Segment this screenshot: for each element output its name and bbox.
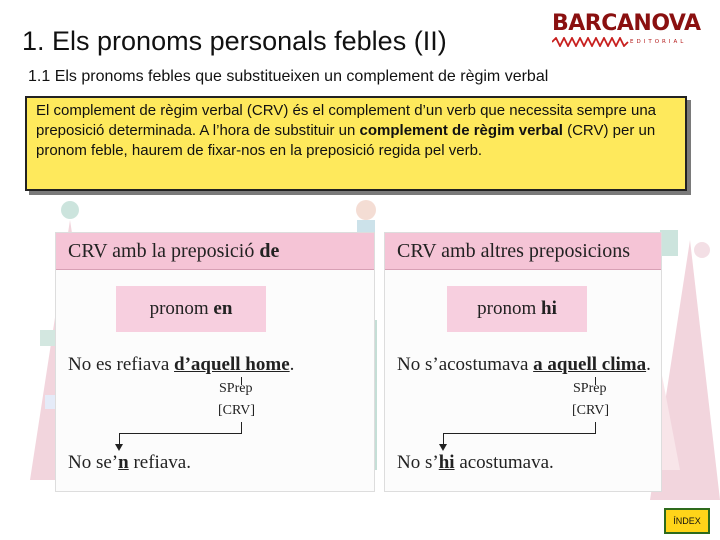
panel-header [56,233,374,270]
definition-bold-term: complement de règim verbal [359,122,563,139]
pronoun-value: hi [541,298,557,319]
connector-line [119,433,242,434]
example-sentence [397,354,651,376]
arrow-down-icon [115,444,123,451]
connector-line [241,422,242,433]
sentence-end: . [646,354,651,375]
pronoun-value: en [213,298,233,319]
result-end: acostumava. [454,452,554,473]
result-sentence [397,452,554,474]
pronoun-label: pronom [477,298,541,319]
arrow-down-icon [439,444,447,451]
sentence-crv: d’aquell home [174,354,290,375]
sprep-label: SPrep [219,381,253,396]
result-start: No s’ [397,452,439,473]
example-sentence [68,354,294,376]
connector-line [443,433,596,434]
pronoun-box [116,286,266,332]
section-subtitle: 1.1 Els pronoms febles que substitueixen un complement de règim verbal [28,68,549,85]
sentence-crv: a aquell clima [533,354,647,375]
definition-box [25,96,687,191]
pronoun-box [447,286,587,332]
definition-text: El complement de règim verbal (CRV) és el complement d’un verb que necessita sempre una preposició determinada. A l’hora de substituir un [36,102,657,139]
logo-subtext: EDITORIAL [630,39,687,45]
result-end: refiava. [128,452,191,473]
pronoun-label: pronom [149,298,214,319]
connector-line [595,422,596,433]
result-sentence [68,452,191,474]
barcanova-logo [552,13,702,49]
result-pronoun: hi [438,452,455,473]
result-pronoun: n [118,452,129,473]
definition-text-end: (CRV) per un pronom feble, haurem de fixar-nos en la preposició regida pel verb. [36,122,656,159]
panel-header: CRV amb altres preposicions [385,233,661,270]
logo-brand: BARCANOVA [552,11,701,36]
page-title: 1. Els pronoms personals febles (II) [22,26,447,56]
sprep-label: SPrep [573,381,607,396]
crv-altres-panel [384,232,662,492]
crv-de-panel [55,232,375,492]
panel-header-text: CRV amb la preposició [68,240,260,262]
result-start: No se’ [68,452,119,473]
crv-label: [CRV] [218,403,255,418]
sentence-start: No es refiava [68,354,175,375]
sentence-start: No s’acostumava [397,354,534,375]
panel-header-bold: de [259,240,280,262]
sentence-end: . [289,354,295,375]
index-button[interactable]: ÍNDEX [664,508,710,534]
crv-label: [CRV] [572,403,609,418]
